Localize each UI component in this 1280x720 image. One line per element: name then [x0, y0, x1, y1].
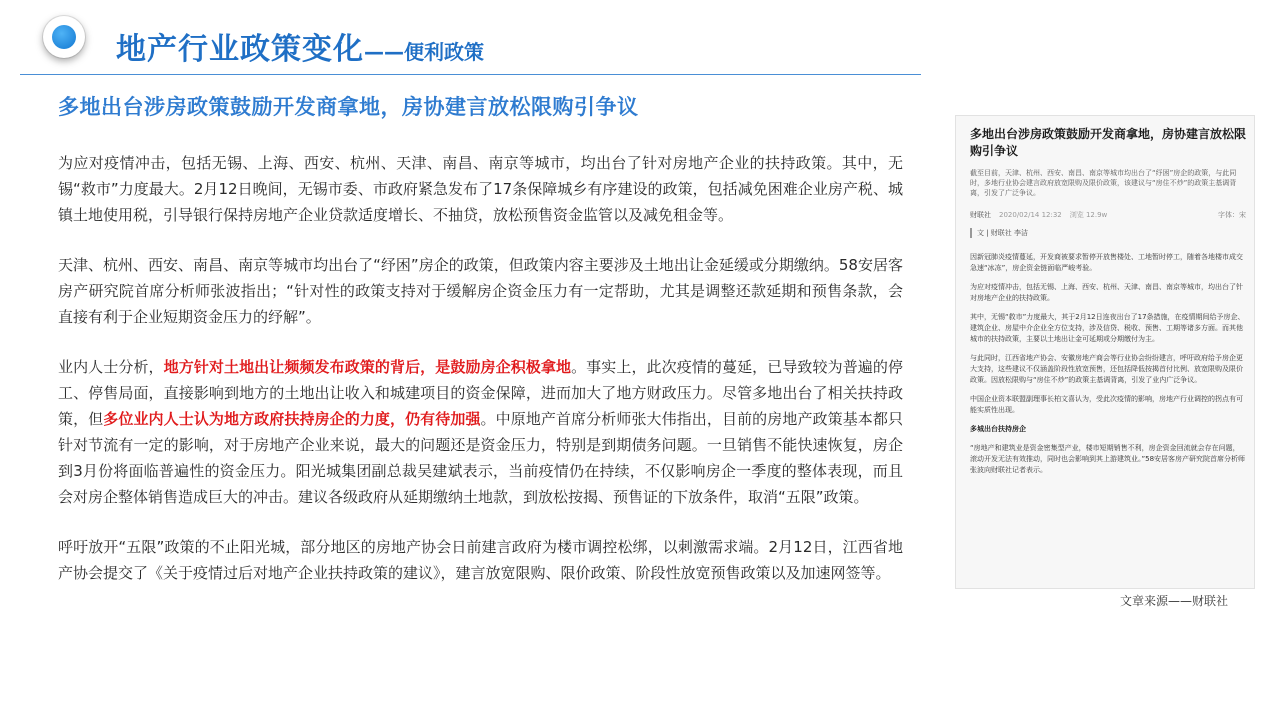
clipping-views: 浏览 12.9w: [1069, 211, 1108, 219]
title-main: 地产行业政策变化: [116, 32, 364, 67]
clipping-body: [970, 252, 1246, 484]
clipping-summary: 截至目前，天津、杭州、西安、南昌、南京等城市均出台了“纾困”房企的政策，与此同时，多地行业协会建言政府放宽限购及限价政策，该建议与“房住不炒”的政策主基调背离，引发了广泛争议。: [970, 169, 1237, 197]
p3-text-a: 业内人士分析，: [58, 358, 164, 376]
clipping-meta: [970, 210, 1246, 220]
paragraph-1: 为应对疫情冲击，包括无锡、上海、西安、杭州、天津、南昌、南京等城市，均出台了针对房地产企业的扶持政策。其中，无锡“救市”力度最大。2月12日晚间，无锡市委、市政府紧急发布了17条保障城乡有序建设的政策，包括减免困难企业房产税、城镇土地使用税，引导银行保持房地产企业贷款适度增长、不抽贷，放松预售资金监管以及减免租金等。: [58, 154, 903, 224]
source-note: 文章来源——财联社: [1120, 594, 1229, 608]
paragraph-2: 天津、杭州、西安、南昌、南京等城市均出台了“纾困”房企的政策，但政策内容主要涉及土地出让金延缓或分期缴纳。58安居客房产研究院首席分析师张波指出；“针对性的政策支持对于缓解房企资金压力有一定帮助，尤其是调整还款延期和预售条款，会直接有利于企业短期资金压力的纾解”。: [58, 256, 903, 326]
page-title: [116, 24, 484, 68]
clipping-para-5: 中国企业资本联盟副理事长柏文喜认为，受此次疫情的影响，房地产行业调控的拐点有可能实质性出现。: [970, 395, 1243, 414]
clipping-source: 财联社: [970, 211, 991, 219]
clipping-para-6: “房地产和建筑业是资金密集型产业，楼市短期销售不利，房企资金回流就会存在问题，滚动开发无法有效推动，同时也会影响到其上游建筑业。”58安居客房产研究院首席分析师张波向财联社记者表示。: [970, 444, 1246, 474]
clipping-para-3: 其中，无锡“救市”力度最大，其于2月12日连夜出台了17条措施，在疫情期间给予房企、建筑企业、房屋中介企业全方位支持，涉及信贷、税收、预售、工期等诸多方面。而其他城市的扶持政策，主要以土地出让金可延期或分期缴付为主。: [970, 313, 1245, 343]
clipping-subheading: 多城出台扶持房企: [970, 425, 1026, 433]
news-clipping: [956, 116, 1254, 588]
clipping-datetime: 2020/02/14 12:32: [999, 211, 1062, 219]
p3-highlight-1: 地方针对土地出让频频发布政策的背后，是鼓励房企积极拿地: [163, 358, 572, 376]
clipping-para-4: 与此同时，江西省地产协会、安徽房地产商会等行业协会纷纷建言，呼吁政府给予房企更大支持，这些建议不仅涵盖阶段性放宽预售，还包括降低按揭首付比例、放宽限购及限价政策。因放松限购与“房住不炒”的政策主基调背离，引发了业内广泛争议。: [970, 354, 1243, 384]
p3-highlight-2: 多位业内人士认为地方政府扶持房企的力度，仍有待加强: [103, 410, 481, 428]
p3-text-e: 。中原地产首席分析师张大伟指出，目前的房地产政策基本都只针对节流有一定的影响，对于房地产企业来说，最大的问题还是资金压力，特别是到期债务问题。一旦销售不能快速恢复，房企到3月份将面临普遍性的资金压力。阳光城集团副总裁吴建斌表示，当前疫情仍在持续，不仅影响房企一季度的整体表现，而且会对房企整体销售造成巨大的冲击。建议各级政府从延期缴纳土地款，到放松按揭、预售证的下放条件，取消“五限”政策。: [58, 410, 903, 506]
clipping-para-2: 为应对疫情冲击，包括无锡、上海、西安、杭州、天津、南昌、南京等城市，均出台了针对房地产企业的扶持政策。: [970, 283, 1243, 302]
clipping-font-setting: 字体：宋: [1218, 211, 1246, 219]
clipping-title: 多地出台涉房政策鼓励开发商拿地，房协建言放松限购引争议: [970, 127, 1247, 158]
title-divider: [20, 74, 921, 75]
paragraph-4: 呼吁放开“五限”政策的不止阳光城，部分地区的房地产协会日前建言政府为楼市调控松绑，以刺激需求端。2月12日，江西省地产协会提交了《关于疫情过后对地产企业扶持政策的建议》，建言放宽限购、限价政策、阶段性放宽预售政策以及加速网签等。: [58, 538, 903, 582]
p3-text-c: 。事实上，此次疫情的蔓延，已导致较为普遍的停工、停售局面，直接影响到地方的土地出让收入和城建项目的资金保障，进而加大了地方财政压力。尽管多地出台了相关扶持政策，但: [58, 358, 903, 428]
article-body: [58, 150, 903, 610]
paragraph-3: [58, 354, 903, 510]
logo-dot-icon: [52, 25, 76, 49]
title-subtitle: ——便利政策: [364, 40, 484, 64]
clipping-para-1: 因新冠肺炎疫情蔓延，开发商被要求暂停开放售楼处、工地暂时停工，随着各地楼市成交急速“冰冻”，房企资金链面临严峻考验。: [970, 253, 1243, 272]
article-headline: 多地出台涉房政策鼓励开发商拿地，房协建言放松限购引争议: [58, 95, 639, 119]
logo-badge: [43, 16, 85, 58]
clipping-author: 文 | 财联社 李洁: [970, 228, 1028, 238]
